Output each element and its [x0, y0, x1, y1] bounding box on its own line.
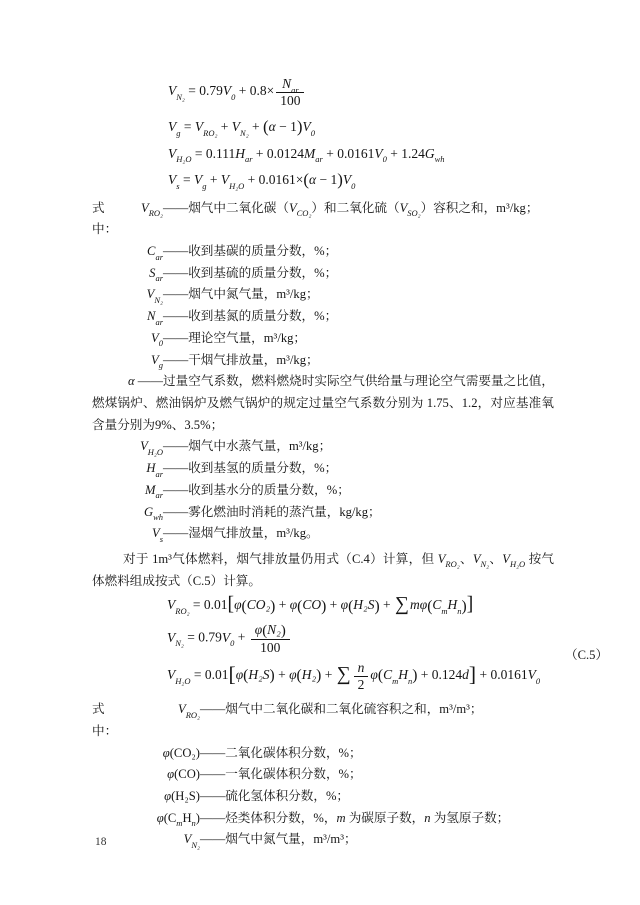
- definition-term: [128, 480, 163, 502]
- math-variable: CO₂: [246, 597, 271, 613]
- text-run: ——烟气中二氧化碳（: [163, 200, 289, 215]
- subscript: s: [159, 533, 163, 544]
- text-run: + 0.8×: [235, 83, 275, 99]
- where-list-1b: [92, 436, 554, 545]
- text-run: ——收到基水分的质量分数，%；: [163, 482, 350, 497]
- where-label: 式中：: [92, 702, 118, 738]
- definition-term: [128, 743, 200, 765]
- definition-text: [200, 829, 554, 851]
- definition-term: [128, 808, 200, 830]
- math-variable: $V_{N_2}$: [167, 629, 184, 649]
- text-run: + 0.0124: [252, 145, 305, 161]
- definition-term: [128, 502, 163, 524]
- math-variable: $V_0$: [374, 145, 387, 165]
- math-variable: n: [357, 660, 365, 676]
- text-run: +: [379, 597, 395, 613]
- text-run: = 0.79: [183, 629, 222, 645]
- math-variable: $G_{wh}$: [143, 504, 163, 523]
- text-run: ——一氧化碳体积分数，%；: [200, 767, 362, 782]
- subscript: RO₂: [203, 127, 218, 138]
- definition-term: [128, 764, 200, 786]
- text-run: +: [274, 667, 290, 683]
- definition-term: [128, 241, 163, 263]
- subscript: RO₂: [175, 606, 190, 617]
- math-variable: $V_{RO_2}$: [194, 119, 218, 138]
- open-delimiter: (: [427, 597, 433, 615]
- subscript: H₂O: [175, 675, 191, 686]
- math-variable: $M_{ar}$: [304, 145, 323, 165]
- text-run: + 0.124: [417, 667, 463, 683]
- definition-item: [92, 241, 554, 263]
- definition-text: [163, 306, 554, 328]
- subscript: RO₂: [148, 208, 163, 219]
- where-label: [92, 808, 128, 830]
- subscript: 0: [382, 154, 387, 165]
- math-variable: H₂S: [248, 667, 270, 683]
- fraction-numerator: [354, 660, 369, 677]
- subscript: 0: [351, 180, 356, 191]
- math-variable: $H_n$: [447, 597, 462, 617]
- text-run: = 0.01: [190, 667, 229, 683]
- where-label: [92, 480, 128, 502]
- close-delimiter: ): [374, 597, 380, 615]
- text-run: + 0.0161: [322, 145, 375, 161]
- where-label: [92, 764, 128, 786]
- definition-text: [163, 458, 554, 480]
- definition-item: [92, 306, 554, 328]
- math-variable: φ: [235, 667, 244, 683]
- definition-term: [128, 328, 163, 350]
- text-run: − 1: [275, 119, 297, 135]
- page-content: [92, 76, 609, 851]
- subscript: H₂O: [147, 446, 163, 457]
- definition-text: [163, 350, 554, 372]
- subscript: N₂: [176, 91, 185, 102]
- definition-term: [128, 436, 163, 458]
- text-run: + 0.0161: [476, 667, 528, 683]
- gas-fuel-paragraph: [92, 549, 554, 592]
- text-run: =: [179, 172, 194, 188]
- math-variable: $V_{H_2O}$: [168, 145, 192, 165]
- text-run: ——收到基硫的质量分数，%；: [163, 265, 338, 280]
- definition-item: [92, 350, 554, 372]
- equation-number-label: （C.5）: [565, 648, 609, 663]
- text-run: 、: [489, 551, 503, 566]
- fraction: [354, 660, 369, 692]
- where-label: [92, 284, 128, 306]
- math-variable: φ: [167, 767, 175, 782]
- where-label: [92, 306, 128, 328]
- fraction-denominator: [251, 640, 290, 656]
- math-variable: α: [309, 172, 317, 188]
- subscript: ar: [155, 251, 163, 262]
- where-label: [92, 523, 128, 545]
- definition-term: [128, 263, 163, 285]
- definition-item: [92, 284, 554, 306]
- text-run: = 0.01: [189, 597, 228, 613]
- text-run: 2: [357, 676, 365, 692]
- math-variable: α: [128, 374, 135, 389]
- math-variable: $H_{ar}$: [235, 145, 253, 165]
- where-label: [92, 350, 128, 372]
- text-run: +: [234, 629, 249, 645]
- fraction: [251, 622, 290, 655]
- text-run: = 0.111: [191, 145, 236, 161]
- subscript: n: [191, 818, 196, 829]
- math-variable: $V_s$: [151, 526, 163, 544]
- formula-group-c5: [92, 594, 609, 692]
- open-delimiter: (: [243, 667, 249, 685]
- where-label: [92, 436, 128, 458]
- math-variable: $V_0$: [221, 629, 235, 649]
- math-variable: $V_0$: [222, 83, 236, 102]
- subscript: N₂: [175, 638, 184, 649]
- where-label: [92, 241, 128, 263]
- page-number: 18: [95, 836, 107, 848]
- math-variable: φ: [289, 667, 297, 683]
- math-variable: $V_{N_2}$: [146, 287, 163, 305]
- definition-term: [128, 699, 200, 742]
- where-label: [92, 502, 128, 524]
- close-delimiter: ): [280, 623, 286, 640]
- math-variable: N₂: [267, 622, 281, 638]
- where-label: [92, 743, 128, 765]
- text-run: ——收到基碳的质量分数，%；: [163, 244, 338, 259]
- definition-text: [200, 786, 554, 808]
- close-delimiter: ): [270, 597, 276, 615]
- open-delimiter: (: [241, 597, 247, 615]
- formula-line: [168, 171, 554, 189]
- close-delimiter: ): [316, 667, 322, 685]
- text-run: ——烟气中水蒸气量，m³/kg；: [163, 439, 332, 454]
- math-variable: φ: [370, 667, 378, 683]
- text-run: +: [217, 119, 232, 135]
- definition-item: [92, 458, 554, 480]
- close-delimiter: ]: [466, 594, 474, 616]
- math-variable: $V_{N_2}$: [183, 832, 200, 850]
- text-run: +: [326, 597, 341, 613]
- math-variable: CO: [302, 597, 322, 613]
- subscript: ar: [291, 84, 299, 95]
- definition-term: [128, 284, 163, 306]
- subscript: n: [457, 606, 462, 617]
- open-delimiter: [: [228, 662, 236, 687]
- math-variable: $C_m$: [432, 597, 448, 617]
- close-delimiter: ): [461, 597, 467, 615]
- definition-text: [163, 328, 554, 350]
- where-label: [92, 786, 128, 808]
- open-delimiter: (: [296, 667, 302, 685]
- open-delimiter: (: [263, 117, 269, 137]
- math-variable: φ: [156, 810, 164, 825]
- text-run: +: [206, 172, 221, 188]
- math-variable: $N_{ar}$: [282, 76, 299, 95]
- where-label: 式中：: [92, 200, 118, 237]
- math-variable: $V_{RO_2}$: [178, 702, 200, 720]
- fraction-denominator: [354, 677, 369, 693]
- subscript: m: [392, 675, 399, 686]
- subscript: N₂: [240, 127, 249, 138]
- text-run: + 0.0161×: [244, 172, 304, 188]
- subscript: 0: [535, 675, 541, 686]
- summation-sign: ∑: [336, 664, 351, 686]
- math-variable: $S_{ar}$: [149, 265, 163, 284]
- math-variable: $H_{ar}$: [146, 461, 163, 479]
- text-run: 为氢原子数；: [430, 810, 510, 825]
- formula-line: [168, 118, 554, 136]
- definition-term: [128, 198, 163, 241]
- math-variable: $C_m$: [383, 667, 399, 686]
- definition-text: [163, 480, 554, 502]
- subscript: SO₂: [407, 208, 421, 219]
- text-run: $H_n$: [182, 810, 196, 829]
- subscript: N₂: [154, 295, 163, 305]
- open-delimiter: (: [377, 667, 384, 685]
- definition-text: [200, 699, 554, 742]
- math-variable: d: [462, 667, 469, 683]
- close-delimiter: ): [269, 667, 275, 685]
- text-run: +: [248, 119, 264, 135]
- definition-text: [200, 743, 554, 765]
- close-delimiter: ): [337, 170, 343, 190]
- text-run: ——烟气中二氧化碳和二氧化硫容积之和，m³/m³；: [200, 702, 483, 717]
- subscript: CO₂: [296, 208, 312, 219]
- definition-item: [92, 263, 554, 285]
- math-variable: n: [424, 810, 431, 825]
- definition-text: [163, 436, 554, 458]
- math-variable: $G_{wh}$: [424, 145, 445, 165]
- math-variable: $V_0$: [342, 172, 356, 191]
- math-variable: $V_0$: [302, 119, 316, 138]
- math-variable: $V_{N_2}$: [168, 83, 185, 102]
- formula-line: [168, 145, 554, 163]
- definition-term: [128, 350, 163, 372]
- text-run: (CO₂): [169, 745, 200, 760]
- open-delimiter: (: [297, 597, 303, 615]
- math-variable: φ: [254, 622, 263, 638]
- text-run: ——湿烟气排放量，m³/kg。: [163, 526, 319, 541]
- math-variable: $V_g$: [151, 352, 163, 371]
- math-variable: $V_{H_2O}$: [502, 551, 526, 570]
- subscript: g: [202, 180, 207, 191]
- math-variable: $M_{ar}$: [144, 482, 163, 501]
- subscript: N₂: [480, 559, 490, 570]
- text-run: ——收到基氮的质量分数，%；: [163, 309, 338, 324]
- text-run: ——烟气中氮气量，m³/m³；: [200, 832, 357, 847]
- subscript: ar: [244, 154, 253, 165]
- subscript: m: [176, 818, 183, 829]
- math-variable: H₂: [301, 667, 317, 683]
- definition-term: [128, 829, 200, 851]
- math-variable: φ: [340, 597, 349, 613]
- text-run: = 0.79: [184, 83, 223, 99]
- subscript: s: [176, 180, 180, 191]
- text-run: 100: [260, 639, 281, 655]
- definition-text: [200, 764, 554, 786]
- text-run: (CO): [174, 767, 200, 782]
- text-run: ）和二氧化硫（: [311, 200, 400, 215]
- subscript: ar: [155, 468, 163, 479]
- subscript: wh: [434, 154, 445, 165]
- text-run: 、: [459, 551, 473, 566]
- definition-item: [92, 786, 554, 808]
- formula-line: [167, 596, 554, 615]
- summation-sign: ∑: [395, 594, 409, 616]
- where-label: [92, 263, 128, 285]
- definition-item: [92, 328, 554, 350]
- definition-item: [92, 699, 554, 742]
- where-label: [92, 458, 128, 480]
- definition-text: [163, 284, 554, 306]
- math-variable: $V_g$: [193, 172, 207, 191]
- subscript: m: [441, 606, 448, 617]
- where-list-1: [92, 198, 554, 372]
- definition-term: [128, 786, 200, 808]
- text-run: ($C_m$: [163, 810, 183, 829]
- math-variable: φ: [234, 597, 242, 613]
- text-run: ——收到基氢的质量分数，%；: [163, 461, 338, 476]
- math-variable: $V_{H_2O}$: [220, 172, 245, 191]
- math-variable: H₂S: [353, 597, 375, 613]
- subscript: ar: [155, 490, 163, 501]
- text-run: +: [321, 667, 336, 683]
- definition-item: [92, 764, 554, 786]
- where-list-2: [92, 699, 554, 851]
- definition-item: [92, 523, 554, 545]
- math-variable: $V_{RO_2}$: [167, 597, 190, 617]
- definition-item: [92, 502, 554, 524]
- math-variable: $H_n$: [398, 667, 413, 686]
- text-run: (H₂S): [171, 788, 200, 803]
- text-run: + 1.24: [386, 145, 425, 161]
- alpha-definition-paragraph: [92, 371, 554, 436]
- subscript: g: [176, 127, 181, 138]
- subscript: ar: [155, 273, 163, 284]
- text-run: ——雾化燃油时消耗的蒸汽量，kg/kg；: [163, 504, 381, 519]
- close-delimiter: ]: [468, 662, 477, 687]
- subscript: wh: [153, 512, 163, 523]
- text-run: 为碳原子数，: [345, 810, 425, 825]
- subscript: 0: [158, 338, 163, 349]
- definition-text: [200, 808, 554, 830]
- text-run: ）容积之和，m³/kg；: [420, 200, 539, 215]
- text-run: ——过量空气系数，燃料燃烧时实际空气供给量与理论空气需要量之比值，燃煤锅炉、燃油锅炉及燃气锅炉的规定过量空气系数分别为 1.75、1.2，对应基准氧含量分别为9%、3.5%；: [92, 374, 554, 432]
- subscript: ar: [155, 316, 163, 327]
- formula-line: [168, 76, 554, 108]
- math-variable: $V_0$: [527, 667, 541, 686]
- definition-item: [92, 808, 554, 830]
- math-variable: $V_s$: [168, 172, 180, 191]
- formula-group-c4: [92, 76, 554, 189]
- math-variable: $V_{N_2}$: [231, 119, 249, 138]
- subscript: g: [158, 360, 163, 371]
- math-variable: $V_{H_2O}$: [140, 439, 163, 457]
- definition-item: [92, 436, 554, 458]
- text-run: ): [195, 810, 200, 825]
- definition-item: [92, 198, 554, 241]
- definition-text: [163, 523, 554, 545]
- math-variable: $V_{SO_2}$: [399, 200, 421, 219]
- open-delimiter: (: [303, 170, 310, 190]
- math-variable: $N_{ar}$: [147, 309, 163, 327]
- math-variable: φ: [289, 597, 298, 613]
- fraction: [276, 76, 304, 108]
- text-run: ——二氧化碳体积分数，%；: [200, 745, 362, 760]
- math-variable: φ: [162, 745, 170, 760]
- fraction-numerator: [251, 622, 290, 640]
- subscript: N₂: [191, 839, 200, 850]
- subscript: 0: [310, 127, 316, 138]
- math-variable: $C_{ar}$: [147, 244, 163, 262]
- close-delimiter: ): [412, 667, 418, 685]
- subscript: H₂O: [176, 154, 192, 165]
- definition-item: [92, 480, 554, 502]
- definition-text: [163, 502, 554, 524]
- definition-term: [128, 523, 163, 545]
- text-run: ——烟气中氮气量，m³/kg；: [163, 287, 319, 302]
- subscript: H₂O: [509, 559, 526, 570]
- subscript: RO₂: [185, 709, 200, 720]
- math-variable: $V_{H_2O}$: [167, 667, 191, 686]
- definition-term: [128, 306, 163, 328]
- math-variable: mφ: [410, 597, 428, 613]
- definition-item: [92, 743, 554, 765]
- formula-line: [167, 622, 554, 655]
- math-variable: m: [336, 810, 346, 825]
- math-variable: φ: [164, 788, 172, 803]
- text-run: ——烃类体积分数，%，: [200, 810, 337, 825]
- text-run: 对于 1m³气体燃料，烟气排放量仍用式（C.4）计算，但: [123, 551, 438, 566]
- text-run: ——理论空气量，m³/kg；: [163, 330, 307, 345]
- text-run: ——硫化氢体积分数，%；: [200, 788, 350, 803]
- definition-text: [163, 241, 554, 263]
- text-run: ——干烟气排放量，m³/kg；: [163, 352, 319, 367]
- math-variable: $V_{RO_2}$: [437, 551, 460, 570]
- close-delimiter: ): [321, 597, 327, 615]
- open-delimiter: (: [348, 597, 354, 615]
- subscript: ar: [315, 154, 323, 165]
- definition-text: [163, 198, 554, 241]
- math-variable: $V_{N_2}$: [472, 551, 490, 570]
- open-delimiter: [: [227, 594, 235, 616]
- subscript: 0: [231, 91, 236, 102]
- text-run: 按气体燃料组成按式（C.5）计算。: [92, 551, 555, 588]
- fraction-numerator: [276, 76, 304, 93]
- text-run: 100: [280, 92, 301, 108]
- math-variable: $V_g$: [168, 119, 181, 138]
- definition-text: [163, 263, 554, 285]
- definition-term: [128, 458, 163, 480]
- open-delimiter: (: [262, 623, 268, 640]
- text-run: − 1: [316, 172, 338, 188]
- subscript: n: [407, 675, 413, 686]
- math-variable: $V_{CO_2}$: [288, 200, 312, 219]
- where-label: [92, 328, 128, 350]
- subscript: RO₂: [445, 559, 460, 570]
- formula-line: [167, 660, 554, 692]
- definition-item: [92, 829, 554, 851]
- close-delimiter: ): [296, 117, 303, 137]
- text-run: =: [180, 119, 195, 135]
- subscript: H₂O: [229, 180, 245, 191]
- math-variable: $V_0$: [151, 330, 163, 349]
- math-variable: $V_{RO_2}$: [141, 200, 163, 219]
- math-variable: α: [268, 119, 276, 135]
- text-run: +: [275, 597, 290, 613]
- subscript: 0: [230, 638, 235, 649]
